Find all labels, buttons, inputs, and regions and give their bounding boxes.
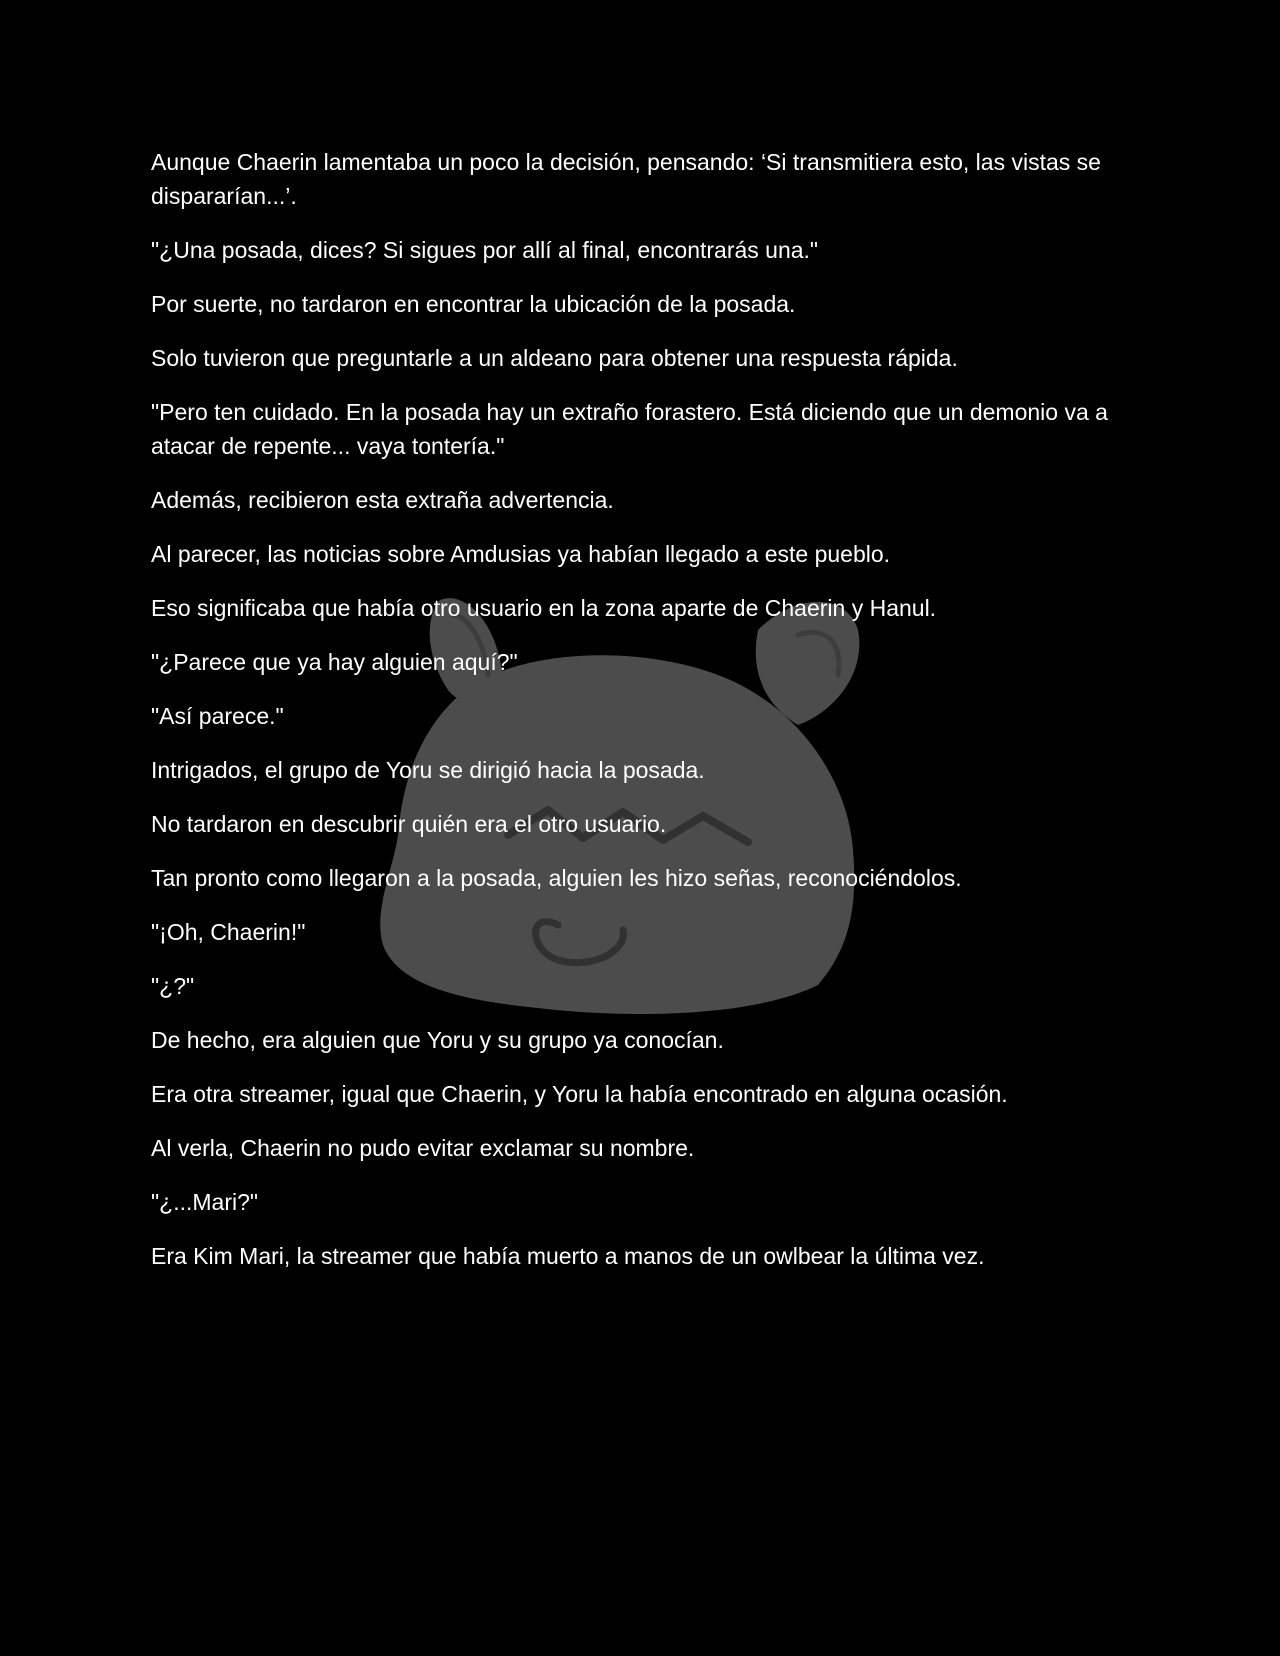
paragraph: Al verla, Chaerin no pudo evitar exclamar su nombre. — [151, 1135, 695, 1161]
paragraph: No tardaron en descubrir quién era el otro usuario. — [151, 811, 667, 837]
paragraph: Eso significaba que había otro usuario en la zona aparte de Chaerin y Hanul. — [151, 595, 937, 621]
paragraph: "¿Parece que ya hay alguien aquí?" — [151, 649, 518, 675]
paragraph: "¿Una posada, dices? Si sigues por allí al final, encontrarás una." — [151, 237, 819, 263]
paragraph: Aunque Chaerin lamentaba un poco la decisión, pensando: ‘Si transmitiera esto, las vistas se dispararían...’. — [151, 149, 1101, 209]
paragraph: "¿...Mari?" — [151, 1189, 259, 1215]
paragraph: "¿?" — [151, 973, 195, 999]
paragraph: "Pero ten cuidado. En la posada hay un extraño forastero. Está diciendo que un demonio va a atacar de repente... vaya tontería." — [151, 399, 1108, 459]
paragraph: "Así parece." — [151, 703, 284, 729]
paragraph: Intrigados, el grupo de Yoru se dirigió hacia la posada. — [151, 757, 705, 783]
paragraph: Era otra streamer, igual que Chaerin, y Yoru la había encontrado en alguna ocasión. — [151, 1081, 1008, 1107]
paragraph: Al parecer, las noticias sobre Amdusias ya habían llegado a este pueblo. — [151, 541, 891, 567]
paragraph: De hecho, era alguien que Yoru y su grupo ya conocían. — [151, 1027, 724, 1053]
paragraph: Era Kim Mari, la streamer que había muerto a manos de un owlbear la última vez. — [151, 1243, 985, 1269]
paragraph: "¡Oh, Chaerin!" — [151, 919, 306, 945]
paragraph: Por suerte, no tardaron en encontrar la ubicación de la posada. — [151, 291, 796, 317]
chapter-text — [151, 145, 1131, 1293]
paragraph: Solo tuvieron que preguntarle a un aldeano para obtener una respuesta rápida. — [151, 345, 958, 371]
paragraph: Además, recibieron esta extraña advertencia. — [151, 487, 614, 513]
paragraph: Tan pronto como llegaron a la posada, alguien les hizo señas, reconociéndolos. — [151, 865, 962, 891]
